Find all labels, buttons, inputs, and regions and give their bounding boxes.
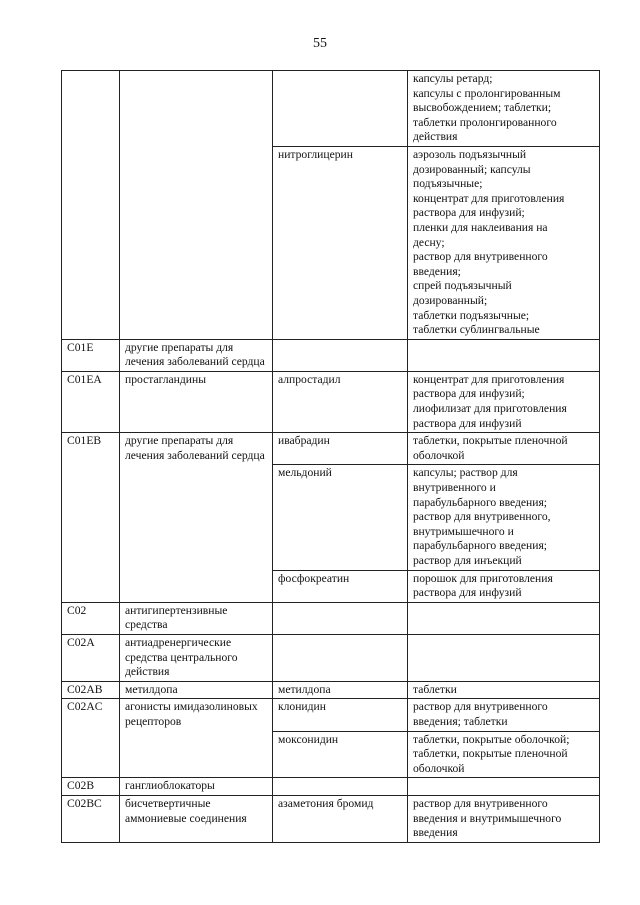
dosage-form-cell <box>408 602 600 634</box>
dosage-form-cell <box>408 778 600 796</box>
atc-code-cell: C02A <box>62 634 120 681</box>
dosage-form-line: таблетки, покрытые оболочкой; <box>413 732 570 746</box>
dosage-form-cell <box>408 465 600 570</box>
drug-name-cell: клонидин <box>273 699 408 731</box>
anatomical-therapeutic-group-cell: метилдопа <box>120 681 273 699</box>
atc-code-cell: C01EB <box>62 433 120 603</box>
table-row <box>62 634 600 681</box>
anatomical-therapeutic-group-cell: другие препараты для лечения заболеваний сердца <box>120 433 273 603</box>
atc-code-cell: C01EA <box>62 371 120 432</box>
dosage-form-cell <box>408 570 600 602</box>
dosage-form-line: аэрозоль подъязычный <box>413 147 527 161</box>
table-row <box>62 433 600 465</box>
drug-name-cell <box>273 602 408 634</box>
dosage-form-line: внутримышечного и <box>413 524 514 538</box>
drug-table <box>61 70 600 843</box>
dosage-form-line: таблетки, покрытые пленочной <box>413 747 568 761</box>
dosage-form-line: оболочкой <box>413 761 465 775</box>
dosage-form-cell <box>408 634 600 681</box>
dosage-form-line: введения; таблетки <box>413 714 508 728</box>
dosage-form-line: введения и внутримышечного <box>413 811 562 825</box>
table-row <box>62 339 600 371</box>
anatomical-therapeutic-group-cell: простагландины <box>120 371 273 432</box>
atc-code-cell <box>62 71 120 340</box>
atc-code-cell: C02AB <box>62 681 120 699</box>
dosage-form-line: действия <box>413 130 458 144</box>
dosage-form-cell <box>408 433 600 465</box>
anatomical-therapeutic-group-cell: антигипертензивные средства <box>120 602 273 634</box>
atc-code-cell: C02AC <box>62 699 120 778</box>
anatomical-therapeutic-group-cell: бисчетвертичные аммониевые соединения <box>120 795 273 842</box>
drug-name-cell <box>273 778 408 796</box>
dosage-form-line: раствор для внутривенного <box>413 700 548 714</box>
dosage-form-line: раствор для внутривенного, <box>413 510 551 524</box>
dosage-form-line: таблетки подъязычные; <box>413 308 530 322</box>
dosage-form-line: капсулы с пролонгированным <box>413 86 561 100</box>
drug-name-cell <box>273 339 408 371</box>
atc-code-cell: C02 <box>62 602 120 634</box>
dosage-form-cell <box>408 146 600 339</box>
drug-name-cell: мельдоний <box>273 465 408 570</box>
page-number: 55 <box>313 36 327 51</box>
drug-name-cell: нитроглицерин <box>273 146 408 339</box>
dosage-form-line: высвобождением; таблетки; <box>413 101 552 115</box>
anatomical-therapeutic-group-cell: антиадренергические средства центрального действия <box>120 634 273 681</box>
atc-code-cell: C02BC <box>62 795 120 842</box>
dosage-form-line: капсулы; раствор для <box>413 466 518 480</box>
drug-name-cell: метилдопа <box>273 681 408 699</box>
table-row <box>62 795 600 842</box>
atc-code-cell: C01E <box>62 339 120 371</box>
table-row <box>62 699 600 731</box>
dosage-form-line: спрей подъязычный <box>413 279 512 293</box>
dosage-form-cell <box>408 731 600 778</box>
anatomical-therapeutic-group-cell: другие препараты для лечения заболеваний сердца <box>120 339 273 371</box>
dosage-form-line: раствор для инъекций <box>413 554 522 567</box>
dosage-form-line: порошок для приготовления <box>413 571 553 585</box>
dosage-form-cell <box>408 339 600 371</box>
dosage-form-line: таблетки <box>413 682 457 696</box>
dosage-form-line: пленки для наклеивания на <box>413 220 548 234</box>
drug-name-cell: алпростадил <box>273 371 408 432</box>
table-row <box>62 681 600 699</box>
dosage-form-line: таблетки пролонгированного <box>413 115 557 129</box>
dosage-form-cell <box>408 681 600 699</box>
drug-table-body <box>62 71 600 843</box>
dosage-form-line: лиофилизат для приготовления <box>413 402 567 416</box>
drug-name-cell <box>273 71 408 147</box>
dosage-form-line: раствора для инфузий <box>413 416 522 430</box>
drug-name-cell: ивабрадин <box>273 433 408 465</box>
dosage-form-line: подъязычные; <box>413 177 483 191</box>
table-row <box>62 602 600 634</box>
drug-name-cell <box>273 634 408 681</box>
dosage-form-cell <box>408 371 600 432</box>
dosage-form-line: таблетки сублингвальные <box>413 323 540 337</box>
dosage-form-line: раствор для внутривенного <box>413 250 548 264</box>
dosage-form-line: десну; <box>413 235 445 249</box>
dosage-form-line: введения <box>413 826 458 840</box>
dosage-form-line: концентрат для приготовления <box>413 191 565 205</box>
anatomical-therapeutic-group-cell: агонисты имидазолиновых рецепторов <box>120 699 273 778</box>
dosage-form-line: раствора для инфузий <box>413 586 522 600</box>
dosage-form-line: внутривенного и <box>413 481 496 495</box>
table-row <box>62 71 600 147</box>
drug-name-cell: азаметония бромид <box>273 795 408 842</box>
anatomical-therapeutic-group-cell <box>120 71 273 340</box>
dosage-form-line: концентрат для приготовления <box>413 372 565 386</box>
dosage-form-line: дозированный; <box>413 293 488 307</box>
table-row <box>62 778 600 796</box>
dosage-form-line: раствора для инфузий; <box>413 387 525 401</box>
table-row <box>62 371 600 432</box>
dosage-form-line: таблетки, покрытые пленочной <box>413 434 568 448</box>
dosage-form-line: раствора для инфузий; <box>413 206 525 220</box>
atc-code-cell: C02B <box>62 778 120 796</box>
dosage-form-line: оболочкой <box>413 448 465 462</box>
dosage-form-cell <box>408 71 600 147</box>
dosage-form-line: введения; <box>413 264 461 278</box>
dosage-form-line: капсулы ретард; <box>413 72 493 85</box>
dosage-form-line: дозированный; капсулы <box>413 162 531 176</box>
drug-name-cell: моксонидин <box>273 731 408 778</box>
dosage-form-line: парабульбарного введения; <box>413 495 547 509</box>
dosage-form-line: раствор для внутривенного <box>413 796 548 810</box>
dosage-form-cell <box>408 699 600 731</box>
dosage-form-cell <box>408 795 600 842</box>
drug-name-cell: фосфокреатин <box>273 570 408 602</box>
anatomical-therapeutic-group-cell: ганглиоблокаторы <box>120 778 273 796</box>
dosage-form-line: парабульбарного введения; <box>413 539 547 553</box>
